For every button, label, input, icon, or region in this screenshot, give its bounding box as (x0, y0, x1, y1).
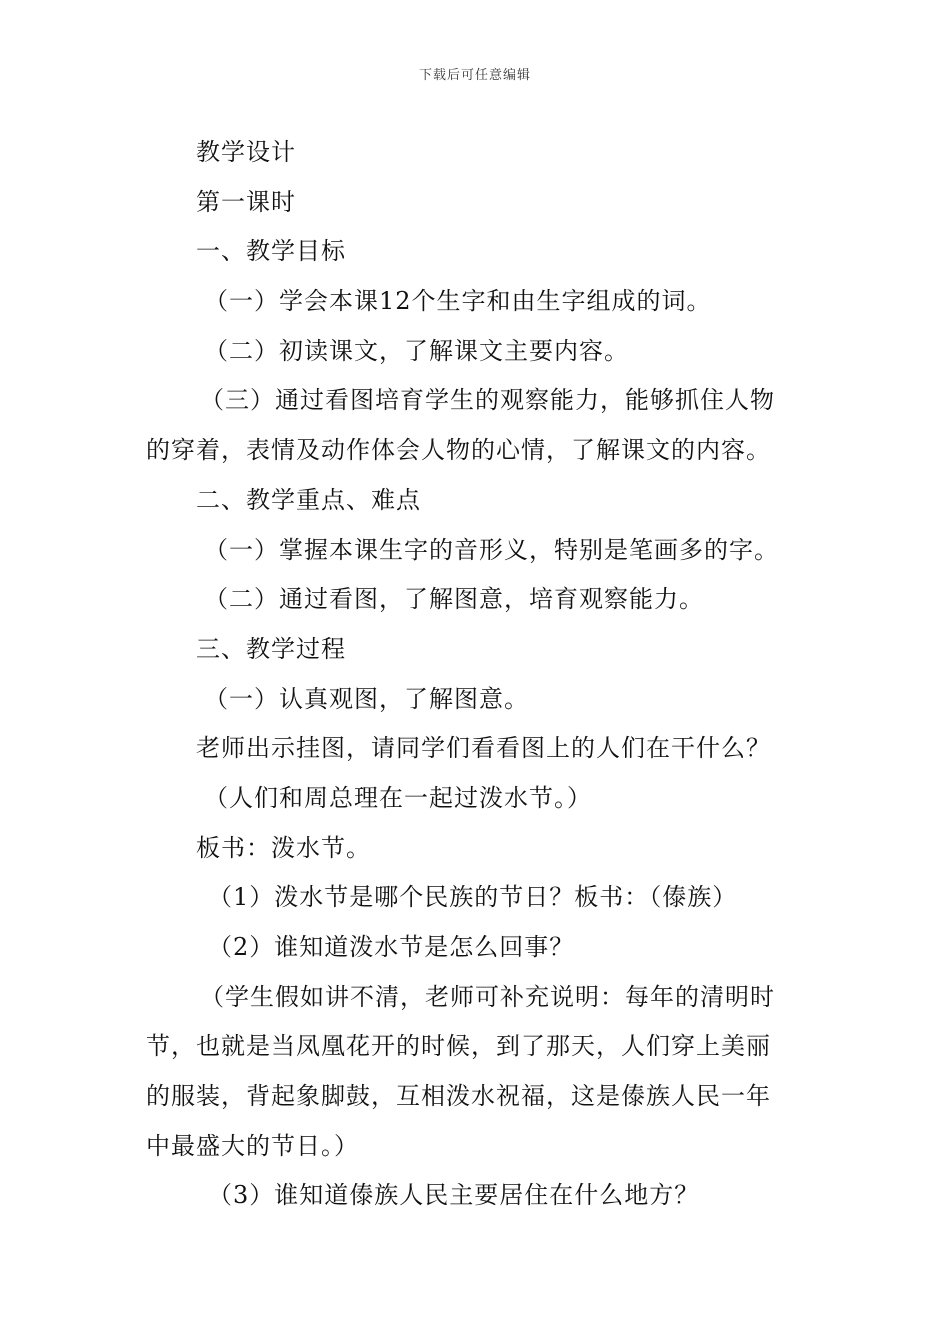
student-answer: （人们和周总理在一起过泼水节。） (204, 783, 592, 812)
document-body (146, 128, 816, 1221)
question-3: （3）谁知道傣族人民主要居住在什么地方？ (208, 1181, 700, 1210)
section-subtitle: 第一课时 (196, 187, 296, 216)
objective-3-line-2: 的穿着，表情及动作体会人物的心情，了解课文的内容。 (146, 436, 771, 465)
blackboard-note: 板书：泼水节。 (196, 833, 371, 862)
explanation-line-4: 中最盛大的节日。） (146, 1131, 359, 1160)
explanation-line-1: （学生假如讲不清，老师可补充说明：每年的清明时 (200, 982, 775, 1011)
objective-1: （一）学会本课12个生字和由生字组成的词。 (204, 287, 712, 316)
page-header: 下载后可任意编辑 (418, 68, 531, 83)
explanation-line-2: 节，也就是当凤凰花开的时候，到了那天，人们穿上美丽 (146, 1032, 771, 1061)
objective-2: （二）初读课文，了解课文主要内容。 (204, 336, 629, 365)
question-1: （1）泼水节是哪个民族的节日？板书：（傣族） (208, 883, 738, 912)
heading-teaching-objectives: 一、教学目标 (196, 237, 346, 266)
key-point-1: （一）掌握本课生字的音形义，特别是笔画多的字。 (204, 535, 779, 564)
key-point-2: （二）通过看图，了解图意，培育观察能力。 (204, 585, 704, 614)
explanation-line-3: 的服装，背起象脚鼓，互相泼水祝福，这是傣族人民一年 (146, 1082, 771, 1111)
teacher-instruction: 老师出示挂图，请同学们看看图上的人们在干什么？ (196, 734, 771, 763)
heading-key-points: 二、教学重点、难点 (196, 485, 421, 514)
document-title: 教学设计 (196, 138, 296, 166)
heading-teaching-process: 三、教学过程 (196, 634, 346, 663)
objective-3-line-1: （三）通过看图培育学生的观察能力，能够抓住人物 (200, 386, 775, 415)
question-2: （2）谁知道泼水节是怎么回事？ (208, 933, 575, 961)
process-step-1: （一）认真观图，了解图意。 (204, 684, 529, 713)
